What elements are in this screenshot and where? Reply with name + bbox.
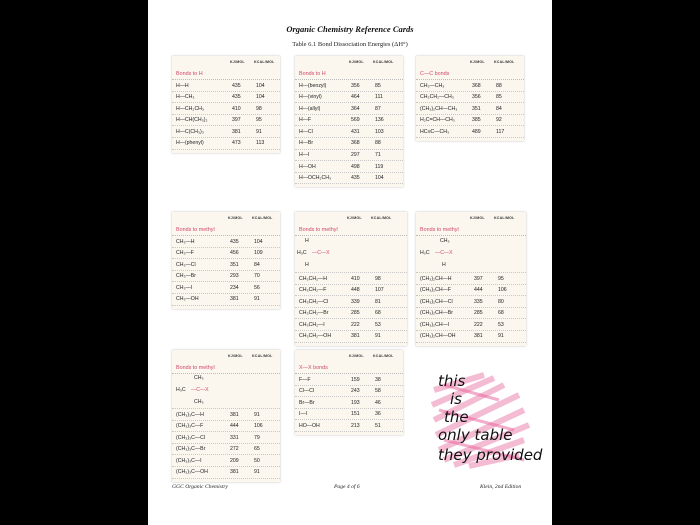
table-row bbox=[295, 103, 403, 115]
bde-kcalmol: 104 bbox=[375, 175, 384, 182]
bde-card-bonds-to-h-1 bbox=[172, 56, 280, 153]
bde-kjmol: 448 bbox=[351, 287, 360, 294]
bond-name: H—OCH₂CH₃ bbox=[299, 175, 332, 182]
bde-kcalmol: 104 bbox=[254, 238, 263, 245]
bde-kcalmol: 79 bbox=[254, 434, 260, 441]
bde-kcalmol: 81 bbox=[375, 298, 381, 305]
bde-kcalmol: 98 bbox=[375, 275, 381, 282]
bde-kcalmol: 136 bbox=[375, 117, 384, 124]
table-row bbox=[172, 92, 280, 104]
bde-kcalmol: 84 bbox=[254, 261, 260, 268]
note-line-1: this bbox=[438, 372, 466, 390]
col-kcal-header: KCAL/MOL bbox=[494, 60, 515, 64]
bond-name: CH₃CH₂—Cl bbox=[299, 298, 329, 305]
bond-name: CH₃CH₂—I bbox=[299, 321, 325, 328]
table-row bbox=[416, 331, 526, 343]
col-kj-header: KJ/MOL bbox=[349, 354, 364, 358]
bde-kjmol: 209 bbox=[230, 457, 239, 464]
handwritten-note bbox=[424, 370, 544, 470]
bde-kjmol: 368 bbox=[472, 82, 481, 89]
bde-kcalmol: 91 bbox=[254, 296, 260, 303]
table-row bbox=[172, 259, 280, 271]
bond-name: H—CH₂CH₃ bbox=[176, 105, 205, 112]
section-label: Bonds to H bbox=[172, 70, 280, 80]
bde-card-bonds-to-h-2 bbox=[295, 56, 403, 187]
bond-name: CH₃—Cl bbox=[176, 261, 196, 268]
table-row bbox=[172, 115, 280, 127]
bde-kjmol: 297 bbox=[351, 152, 360, 159]
bond-name: H—(vinyl) bbox=[299, 94, 322, 101]
col-kj-header: KJ/MOL bbox=[470, 60, 485, 64]
bde-kcalmol: 95 bbox=[256, 117, 262, 124]
col-kj-header: KJ/MOL bbox=[470, 216, 485, 220]
table-row bbox=[295, 92, 403, 104]
table-row bbox=[295, 126, 403, 138]
table-row bbox=[172, 432, 280, 444]
note-line-3: the bbox=[444, 408, 469, 426]
bde-kcalmol: 95 bbox=[498, 275, 504, 282]
page-title: Organic Chemistry Reference Cards bbox=[286, 24, 414, 34]
bde-kcalmol: 106 bbox=[254, 423, 263, 430]
bde-kjmol: 151 bbox=[351, 411, 360, 418]
bde-kjmol: 381 bbox=[230, 411, 239, 418]
table-row bbox=[172, 236, 280, 248]
bde-kcalmol: 91 bbox=[375, 333, 381, 340]
bond-name: CH₃—F bbox=[176, 250, 194, 257]
bde-kjmol: 385 bbox=[472, 117, 481, 124]
bde-kjmol: 222 bbox=[474, 321, 483, 328]
bde-kcalmol: 88 bbox=[496, 82, 502, 89]
bde-kjmol: 335 bbox=[474, 298, 483, 305]
col-kj-header: KJ/MOL bbox=[228, 354, 243, 358]
table-row bbox=[172, 409, 280, 421]
bde-kjmol: 339 bbox=[351, 298, 360, 305]
note-line-4: only table bbox=[438, 426, 513, 444]
bde-kcalmol: 85 bbox=[496, 94, 502, 101]
bond-name: CH₃CH₂—CH₃ bbox=[420, 94, 454, 101]
table-row bbox=[172, 248, 280, 260]
col-kcal-header: KCAL/MOL bbox=[494, 216, 515, 220]
bde-kjmol: 456 bbox=[230, 250, 239, 257]
bde-card-methyl-4 bbox=[172, 350, 280, 482]
bond-name: I—I bbox=[299, 411, 308, 418]
table-row bbox=[416, 296, 526, 308]
bde-kjmol: 489 bbox=[472, 128, 481, 135]
bde-kcalmol: 91 bbox=[256, 128, 262, 135]
table-row bbox=[172, 138, 280, 150]
table-row bbox=[172, 467, 280, 479]
table-row bbox=[295, 273, 407, 285]
bde-kcalmol: 109 bbox=[254, 250, 263, 257]
table-row bbox=[416, 92, 524, 104]
bde-kcalmol: 106 bbox=[498, 287, 507, 294]
table-row bbox=[172, 444, 280, 456]
bde-kcalmol: 117 bbox=[496, 128, 505, 135]
bond-name: CH₃CH₂—F bbox=[299, 287, 327, 294]
bond-name: H—H bbox=[176, 82, 189, 89]
bde-kjmol: 435 bbox=[232, 94, 241, 101]
section-label: Bonds to methyl bbox=[172, 226, 280, 236]
col-kj-header: KJ/MOL bbox=[230, 60, 245, 64]
footer-left: GGC Organic Chemistry bbox=[172, 484, 229, 490]
bde-kjmol: 213 bbox=[351, 422, 360, 429]
table-row bbox=[172, 421, 280, 433]
table-row bbox=[295, 331, 407, 343]
bond-name: (CH₃)₃C—H bbox=[176, 411, 204, 418]
bde-kjmol: 410 bbox=[232, 105, 241, 112]
bde-kjmol: 569 bbox=[351, 117, 360, 124]
bde-kcalmol: 113 bbox=[256, 140, 265, 147]
bde-kjmol: 351 bbox=[472, 105, 481, 112]
table-row bbox=[416, 126, 524, 138]
bde-kjmol: 351 bbox=[230, 261, 239, 268]
bde-kcalmol: 84 bbox=[496, 105, 502, 112]
bde-kjmol: 381 bbox=[474, 333, 483, 340]
bde-card-cc-bonds bbox=[416, 56, 524, 141]
col-kj-header: KJ/MOL bbox=[347, 216, 362, 220]
bde-kcalmol: 80 bbox=[498, 298, 504, 305]
bde-kjmol: 272 bbox=[230, 446, 239, 453]
bond-name: (CH₃)₂CH—H bbox=[420, 275, 452, 282]
bde-kjmol: 444 bbox=[230, 423, 239, 430]
section-label: Bonds to methyl bbox=[172, 364, 280, 374]
table-row bbox=[295, 285, 407, 297]
table-row bbox=[295, 397, 403, 409]
bde-kcalmol: 104 bbox=[256, 94, 265, 101]
bde-kcalmol: 87 bbox=[375, 105, 381, 112]
table-row bbox=[416, 115, 524, 127]
table-row bbox=[295, 115, 403, 127]
bde-kcalmol: 68 bbox=[498, 310, 504, 317]
bde-kjmol: 368 bbox=[351, 140, 360, 147]
bde-kcalmol: 38 bbox=[375, 376, 381, 383]
bde-kcalmol: 56 bbox=[254, 284, 260, 291]
table-row bbox=[295, 138, 403, 150]
bond-name: H—I bbox=[299, 152, 310, 159]
bond-name: CH₃—H bbox=[176, 238, 195, 245]
table-row bbox=[295, 296, 407, 308]
bde-kcalmol: 98 bbox=[256, 105, 262, 112]
bde-kjmol: 331 bbox=[230, 434, 239, 441]
note-line-2: is bbox=[450, 390, 462, 408]
table-row bbox=[295, 173, 403, 185]
bond-name: HC≡C—CH₃ bbox=[420, 128, 450, 135]
bde-kcalmol: 103 bbox=[375, 128, 384, 135]
bond-name: H—CH₃ bbox=[176, 94, 195, 101]
bond-name: Cl—Cl bbox=[299, 388, 314, 395]
table-caption: Table 6.1 Bond Dissociation Energies (ΔH°) bbox=[292, 41, 408, 48]
bde-kjmol: 498 bbox=[351, 163, 360, 170]
table-row bbox=[295, 161, 403, 173]
structure-diagram: CH₃ CH₃ H₃C —C—X bbox=[172, 374, 280, 409]
table-row bbox=[416, 80, 524, 92]
bde-kcalmol: 88 bbox=[375, 140, 381, 147]
bond-name: CH₃—I bbox=[176, 284, 193, 291]
bde-kjmol: 234 bbox=[230, 284, 239, 291]
bde-kcalmol: 51 bbox=[375, 422, 381, 429]
bde-kjmol: 356 bbox=[472, 94, 481, 101]
bond-name: H—Br bbox=[299, 140, 314, 147]
bond-name: H₂C=CH—CH₃ bbox=[420, 117, 455, 124]
bde-kcalmol: 65 bbox=[254, 446, 260, 453]
bde-kcalmol: 92 bbox=[496, 117, 502, 124]
bde-kcalmol: 91 bbox=[498, 333, 504, 340]
bde-kcalmol: 111 bbox=[375, 94, 383, 101]
bond-name: CH₃—OH bbox=[176, 296, 199, 303]
bde-kcalmol: 53 bbox=[375, 321, 381, 328]
col-kcal-header: KCAL/MOL bbox=[373, 60, 394, 64]
table-row bbox=[295, 80, 403, 92]
table-row bbox=[172, 103, 280, 115]
table-row bbox=[416, 273, 526, 285]
bde-kcalmol: 91 bbox=[254, 469, 260, 476]
bde-kjmol: 381 bbox=[232, 128, 241, 135]
bde-kjmol: 435 bbox=[230, 238, 239, 245]
bde-kjmol: 159 bbox=[351, 376, 360, 383]
bond-name: CH₃—CH₃ bbox=[420, 82, 445, 89]
bde-kjmol: 285 bbox=[351, 310, 360, 317]
bond-name: (CH₃)₃C—OH bbox=[176, 469, 208, 476]
bond-name: (CH₃)₃C—Cl bbox=[176, 434, 206, 441]
bond-name: CH₃—Br bbox=[176, 273, 196, 280]
section-label: X—X bonds bbox=[295, 364, 403, 374]
note-line-5: they provided bbox=[438, 446, 543, 464]
bde-kcalmol: 50 bbox=[254, 457, 260, 464]
table-row bbox=[416, 103, 524, 115]
table-row bbox=[295, 409, 403, 421]
bde-kjmol: 293 bbox=[230, 273, 239, 280]
bond-name: H—CH(CH₃)₂ bbox=[176, 117, 208, 124]
table-row bbox=[416, 308, 526, 320]
section-label: Bonds to methyl bbox=[295, 226, 407, 236]
table-row bbox=[416, 319, 526, 331]
bde-kjmol: 356 bbox=[351, 82, 360, 89]
bde-kcalmol: 91 bbox=[254, 411, 260, 418]
bde-kjmol: 444 bbox=[474, 287, 483, 294]
bond-name: H—(allyl) bbox=[299, 105, 321, 112]
bde-kcalmol: 68 bbox=[375, 310, 381, 317]
col-kcal-header: KCAL/MOL bbox=[254, 60, 275, 64]
bond-name: H—(phenyl) bbox=[176, 140, 204, 147]
bde-kcalmol: 119 bbox=[375, 163, 384, 170]
bond-name: CH₃CH₂—H bbox=[299, 275, 328, 282]
table-row bbox=[172, 80, 280, 92]
bde-kjmol: 435 bbox=[351, 175, 360, 182]
bde-kjmol: 193 bbox=[351, 399, 360, 406]
bde-kjmol: 381 bbox=[230, 296, 239, 303]
bond-name: (CH₃)₂CH—F bbox=[420, 287, 451, 294]
table-row bbox=[295, 319, 407, 331]
table-row bbox=[172, 271, 280, 283]
table-row bbox=[172, 126, 280, 138]
col-kj-header: KJ/MOL bbox=[228, 216, 243, 220]
bde-kjmol: 243 bbox=[351, 388, 360, 395]
table-row bbox=[295, 150, 403, 162]
bde-kjmol: 364 bbox=[351, 105, 360, 112]
section-label: Bonds to H bbox=[295, 70, 403, 80]
bde-kcalmol: 53 bbox=[498, 321, 504, 328]
bde-kcalmol: 36 bbox=[375, 411, 381, 418]
bond-name: H—(benzyl) bbox=[299, 82, 327, 89]
bde-kjmol: 431 bbox=[351, 128, 360, 135]
bde-kjmol: 285 bbox=[474, 310, 483, 317]
table-row bbox=[295, 308, 407, 320]
bde-kjmol: 397 bbox=[474, 275, 483, 282]
col-kcal-header: KCAL/MOL bbox=[373, 354, 394, 358]
bde-kjmol: 464 bbox=[351, 94, 360, 101]
col-kcal-header: KCAL/MOL bbox=[252, 216, 273, 220]
bond-name: Br—Br bbox=[299, 399, 315, 406]
bond-name: CH₃CH₂—OH bbox=[299, 333, 332, 340]
bond-name: H—OH bbox=[299, 163, 316, 170]
bond-name: (CH₃)₂CH—Br bbox=[420, 310, 453, 317]
bde-kcalmol: 70 bbox=[254, 273, 260, 280]
bde-kjmol: 222 bbox=[351, 321, 360, 328]
bde-card-methyl-1 bbox=[172, 212, 280, 309]
bde-kjmol: 410 bbox=[351, 275, 360, 282]
bde-kjmol: 397 bbox=[232, 117, 241, 124]
table-row bbox=[172, 294, 280, 306]
bond-name: (CH₃)₂CH—OH bbox=[420, 333, 456, 340]
bde-kcalmol: 46 bbox=[375, 399, 381, 406]
bde-kcalmol: 58 bbox=[375, 388, 381, 395]
bond-name: (CH₃)₃C—I bbox=[176, 457, 202, 464]
table-row bbox=[295, 420, 403, 432]
table-row bbox=[295, 374, 403, 386]
bde-kjmol: 435 bbox=[232, 82, 241, 89]
bde-card-methyl-2 bbox=[295, 212, 407, 346]
bond-name: (CH₃)₂CH—CH₃ bbox=[420, 105, 458, 112]
table-row bbox=[172, 455, 280, 467]
bde-kcalmol: 107 bbox=[375, 287, 384, 294]
bde-kcalmol: 104 bbox=[256, 82, 265, 89]
bond-name: (CH₃)₃C—F bbox=[176, 423, 204, 430]
section-label: Bonds to methyl bbox=[416, 226, 526, 236]
col-kcal-header: KCAL/MOL bbox=[252, 354, 273, 358]
bde-kjmol: 473 bbox=[232, 140, 241, 147]
col-kcal-header: KCAL/MOL bbox=[371, 216, 392, 220]
table-row bbox=[295, 386, 403, 398]
bond-name: F—F bbox=[299, 376, 311, 383]
bond-name: (CH₃)₂CH—I bbox=[420, 321, 450, 328]
structure-diagram: CH₃ H H₃C —C—X bbox=[416, 236, 526, 273]
document-page bbox=[148, 0, 552, 525]
bond-name: HO—OH bbox=[299, 422, 320, 429]
bde-kcalmol: 71 bbox=[375, 152, 381, 159]
bde-kcalmol: 85 bbox=[375, 82, 381, 89]
bond-name: H—Cl bbox=[299, 128, 313, 135]
bond-name: CH₃CH₂—Br bbox=[299, 310, 329, 317]
table-row bbox=[416, 285, 526, 297]
bond-name: (CH₃)₂CH—Cl bbox=[420, 298, 453, 305]
footer-right: Klein, 2nd Edition bbox=[480, 484, 522, 490]
bde-kjmol: 381 bbox=[351, 333, 360, 340]
bde-card-methyl-3 bbox=[416, 212, 526, 346]
bde-card-xx-bonds bbox=[295, 350, 403, 435]
col-kj-header: KJ/MOL bbox=[349, 60, 364, 64]
table-row bbox=[172, 282, 280, 294]
bond-name: H—C(CH₃)₃ bbox=[176, 128, 204, 135]
section-label: C—C bonds bbox=[416, 70, 524, 80]
bde-kjmol: 381 bbox=[230, 469, 239, 476]
bond-name: H—F bbox=[299, 117, 312, 124]
footer-page-number: Page 4 of 6 bbox=[334, 484, 360, 490]
bond-name: (CH₃)₃C—Br bbox=[176, 446, 206, 453]
structure-diagram: H H H₃C —C—X bbox=[295, 236, 407, 273]
